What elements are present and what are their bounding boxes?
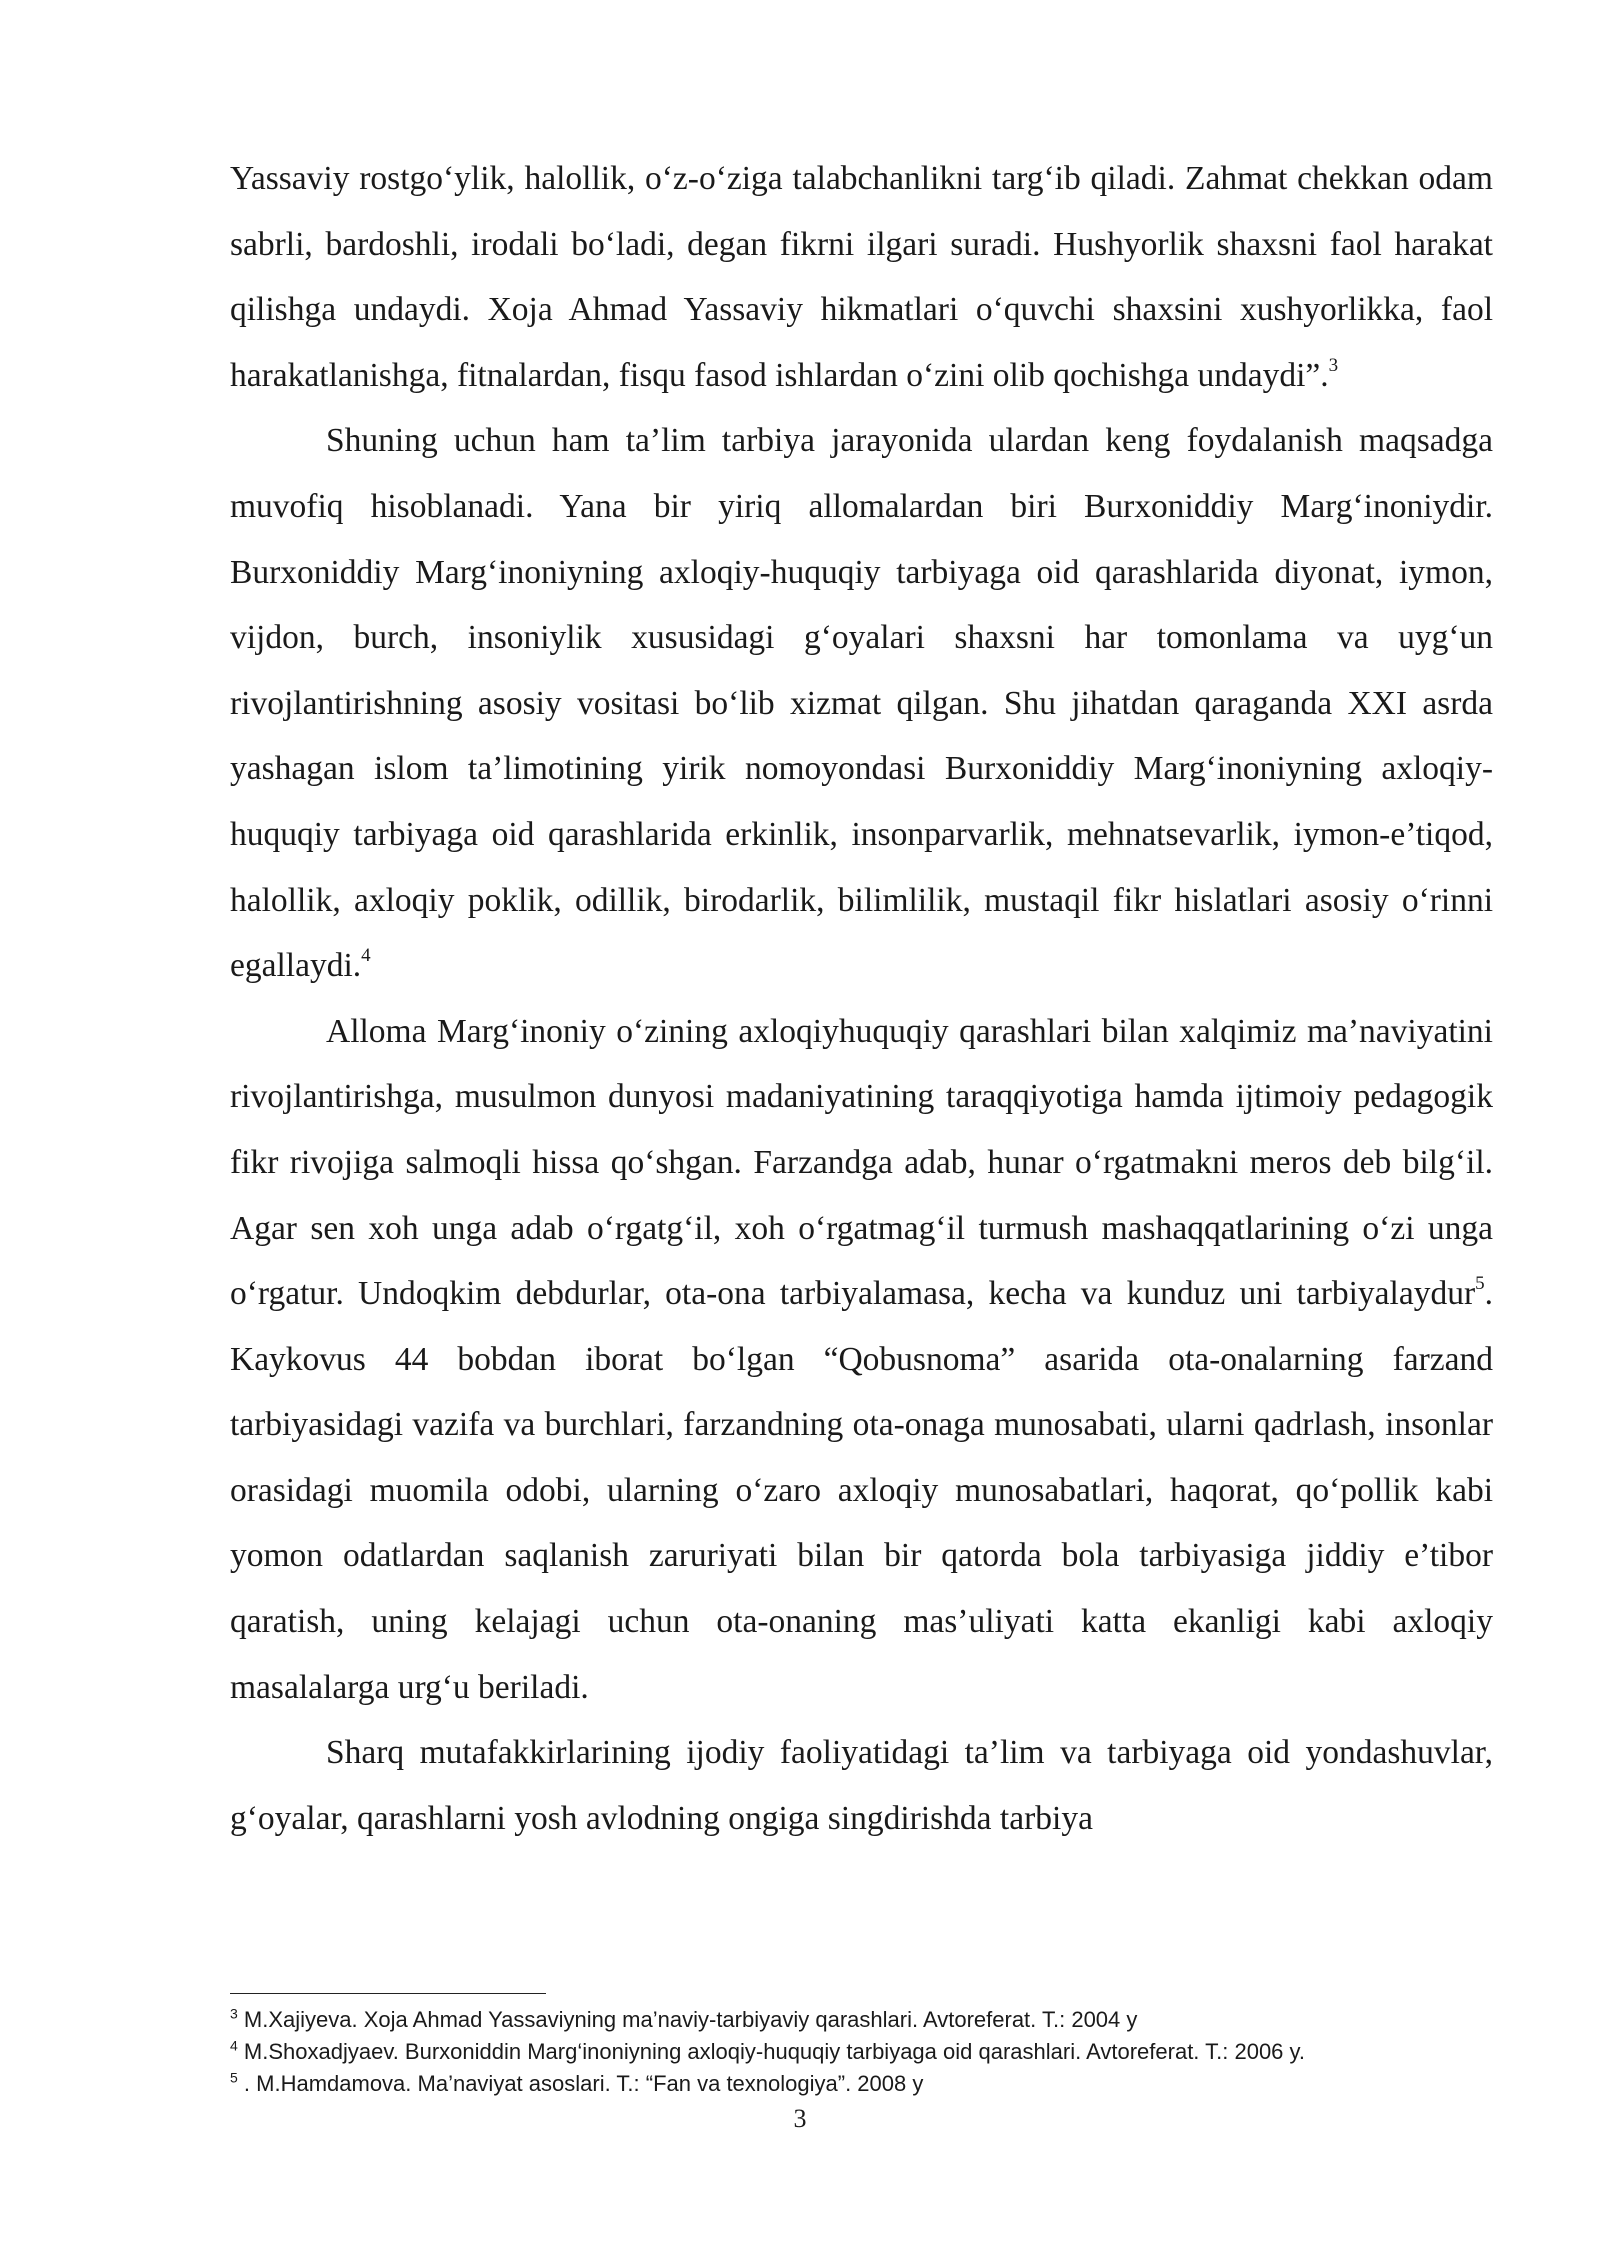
paragraph-text: Shuning uchun ham ta’lim tarbiya jarayonida ulardan keng foydalanish maqsadga muvofiq hisoblanadi. Yana bir yiriq allomalardan biri Burxoniddiy Marg‘inoniydir. Burxoniddiy Marg‘inoniyning axloqiy-huquqiy tarbiyaga oid qarashlarida diyonat, iymon, vijdon, burch, insoniylik xususidagi g‘oyalari shaxsni har tomonlama va uyg‘un rivojlantirishning asosiy vositasi bo‘lib xizmat qilgan. Shu jihatdan qaraganda XXI asrda yashagan islom ta’limotining yirik nomoyondasi Burxoniddiy Marg‘inoniyning axloqiy-huquqiy tarbiyaga oid qarashlarida erkinlik, insonparvarlik, mehnatsevarlik, iymon-e’tiqod, halollik, axloqiy poklik, odillik, birodarlik, bilimlilik, mustaqil fikr hislatlari asosiy o‘rinni egallaydi. xyxy=(230,422,1493,985)
footnote-reference: 5 xyxy=(1475,1272,1485,1294)
paragraph-2 xyxy=(230,408,1493,998)
paragraph-1 xyxy=(230,146,1493,408)
footnote-reference: 4 xyxy=(361,944,371,966)
footnote-separator xyxy=(230,1993,546,1994)
footnote-item xyxy=(230,2036,1493,2068)
footnote-reference: 3 xyxy=(1328,354,1339,376)
footnote-item xyxy=(230,2004,1493,2036)
footnote-mark: 5 xyxy=(230,2069,238,2086)
footnote-text: M.Xajiyeva. Xoja Ahmad Yassaviyning ma’naviy-tarbiyaviy qarashlari. Avtoreferat. T.: 2004 y xyxy=(237,2007,1138,2032)
footnote-mark: 3 xyxy=(230,2005,238,2022)
paragraph-text: Sharq mutafakkirlarining ijodiy faoliyatidagi ta’lim va tarbiyaga oid yondashuvlar, g‘oyalar, qarashlarni yosh avlodning ongiga singdirishda tarbiya xyxy=(230,1734,1493,1837)
body-text xyxy=(230,146,1493,1851)
footnote-item xyxy=(230,2068,1493,2100)
paragraph-4 xyxy=(230,1720,1493,1851)
footnote-text: M.Shoxadjyaev. Burxoniddin Marg‘inoniyning axloqiy-huquqiy tarbiyaga oid qarashlari. Avtoreferat. T.: 2006 y. xyxy=(237,2039,1306,2064)
footnote-mark: 4 xyxy=(230,2037,238,2054)
footnotes xyxy=(230,2004,1493,2100)
footnote-text: . M.Hamdamova. Ma’naviyat asoslari. T.: “Fan va texnologiya”. 2008 y xyxy=(237,2071,924,2096)
paragraph-text: Yassaviy rostgo‘ylik, halollik, o‘z-o‘ziga talabchanlikni targ‘ib qiladi. Zahmat chekkan odam sabrli, bardoshli, irodali bo‘ladi, degan fikrni ilgari suradi. Hushyorlik shaxsni faol harakat qilishga undaydi. Xoja Ahmad Yassaviy hikmatlari o‘quvchi shaxsini xushyorlikka, faol harakatlanishga, fitnalardan, fisqu fasod ishlardan o‘zini olib qochishga undaydi”. xyxy=(230,160,1493,394)
paragraph-text-continued: . Kaykovus 44 bobdan iborat bo‘lgan “Qobusnoma” asarida ota-onalarning farzand tarbiyasidagi vazifa va burchlari, farzandning ota-onaga munosabati, ularni qadrlash, insonlar orasidagi muomila odobi, ularning o‘zaro axloqiy munosabatlari, haqorat, qo‘pollik kabi yomon odatlardan saqlanish zaruriyati bilan bir qatorda bola tarbiyasiga jiddiy e’tibor qaratish, uning kelajagi uchun ota-onaning mas’uliyati katta ekanligi kabi axloqiy masalalarga urg‘u beriladi. xyxy=(230,1275,1493,1706)
page-number: 3 xyxy=(793,2104,807,2133)
paragraph-text: Alloma Marg‘inoniy o‘zining axloqiyhuquqiy qarashlari bilan xalqimiz ma’naviyatini rivojlantirishga, musulmon dunyosi madaniyatining taraqqiyotiga hamda ijtimoiy pedagogik fikr rivojiga salmoqli hissa qo‘shgan. Farzandga adab, hunar o‘rgatmakni meros deb bilg‘il. Agar sen xoh unga adab o‘rgatg‘il, xoh o‘rgatmag‘il turmush mashaqqatlarining o‘zi unga o‘rgatur. Undoqkim debdurlar, ota-ona tarbiyalamasa, kecha va kunduz uni tarbiyalaydur xyxy=(230,1012,1493,1313)
paragraph-3 xyxy=(230,999,1493,1721)
